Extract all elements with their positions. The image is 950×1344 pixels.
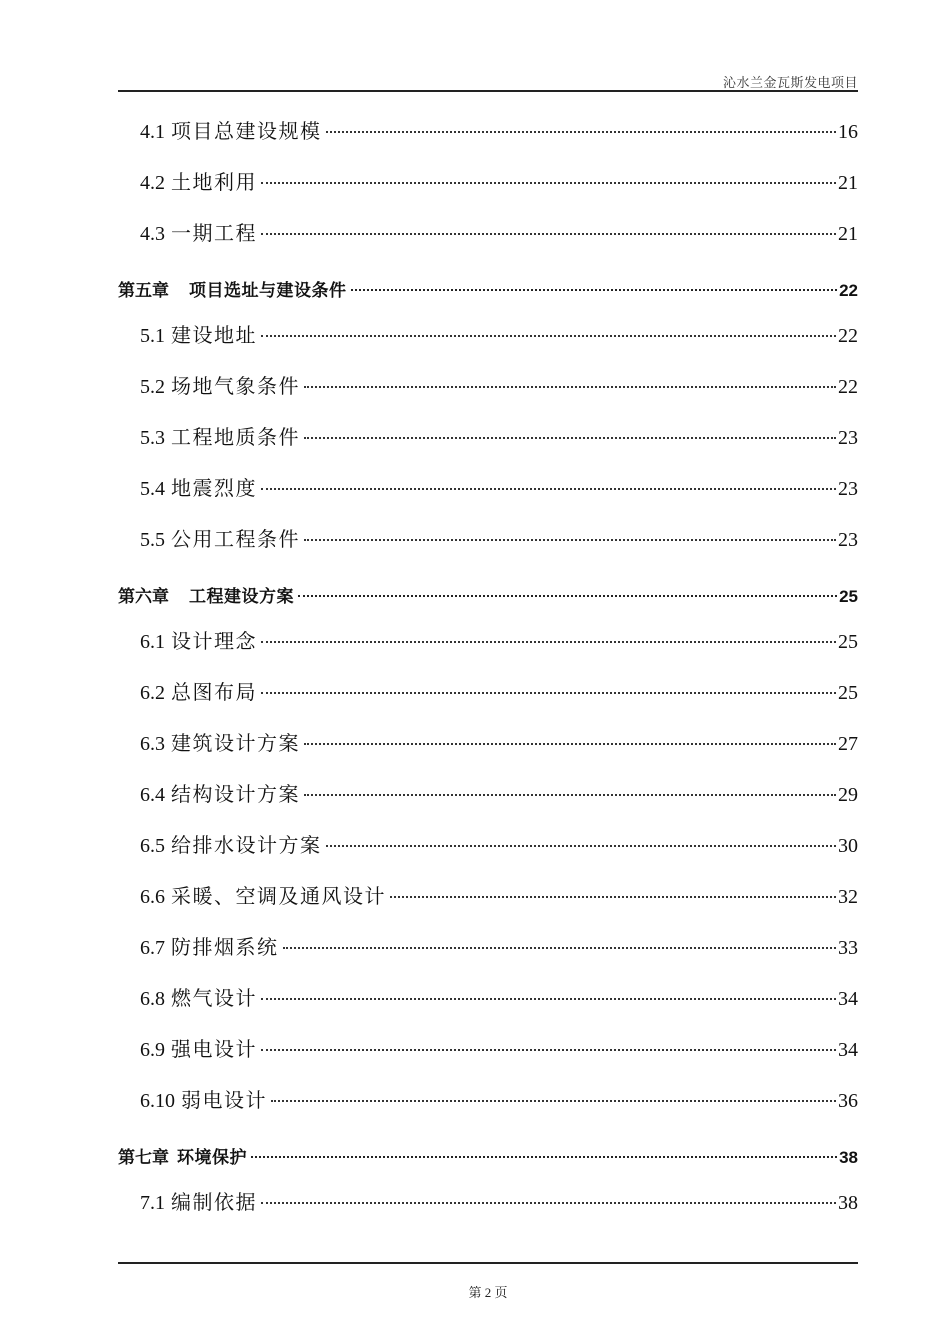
toc-dot-leader xyxy=(261,641,836,643)
page-footer xyxy=(118,1262,858,1300)
toc-entry-title: 采暖、空调及通风设计 xyxy=(171,886,386,908)
toc-chapter-entry[interactable] xyxy=(118,1132,858,1183)
toc-entry-number: 6.8 xyxy=(140,988,165,1010)
toc-dot-leader xyxy=(261,488,836,490)
toc-entry-page: 38 xyxy=(839,1148,858,1167)
toc-entry-number: 6.5 xyxy=(140,835,165,857)
toc-section-entry[interactable] xyxy=(118,112,858,163)
toc-dot-leader xyxy=(298,595,837,597)
toc-entry-number: 5.3 xyxy=(140,427,165,449)
toc-dot-leader xyxy=(271,1100,836,1102)
toc-entry-title: 场地气象条件 xyxy=(171,376,300,398)
toc-dot-leader xyxy=(261,1049,836,1051)
toc-entry-page: 22 xyxy=(839,281,858,300)
toc-entry-page: 21 xyxy=(838,223,858,245)
toc-entry-page: 23 xyxy=(838,478,858,500)
toc-entry-page: 23 xyxy=(838,529,858,551)
toc-entry-title: 燃气设计 xyxy=(171,988,257,1010)
toc-entry-title: 编制依据 xyxy=(171,1192,257,1214)
toc-entry-number: 6.9 xyxy=(140,1039,165,1061)
toc-entry-label xyxy=(140,775,302,815)
toc-entry-label xyxy=(140,163,259,203)
toc-entry-page: 36 xyxy=(838,1090,858,1112)
toc-dot-leader xyxy=(304,743,836,745)
toc-entry-number: 5.5 xyxy=(140,529,165,551)
toc-entry-title: 防排烟系统 xyxy=(171,937,279,959)
toc-dot-leader xyxy=(326,845,837,847)
toc-section-entry[interactable] xyxy=(118,877,858,928)
toc-entry-label xyxy=(140,1030,259,1070)
toc-entry-label xyxy=(140,214,259,254)
page-number: 第 2 页 xyxy=(468,1285,508,1300)
toc-entry-label xyxy=(140,979,259,1019)
toc-dot-leader xyxy=(304,386,836,388)
toc-section-entry[interactable] xyxy=(118,1183,858,1234)
toc-entry-page: 21 xyxy=(838,172,858,194)
toc-entry-title: 给排水设计方案 xyxy=(171,835,322,857)
toc-entry-label xyxy=(140,112,324,152)
toc-section-entry[interactable] xyxy=(118,673,858,724)
toc-dot-leader xyxy=(261,233,836,235)
toc-entry-number: 6.10 xyxy=(140,1090,175,1112)
toc-entry-number: 第六章 xyxy=(118,587,169,606)
toc-entry-label xyxy=(140,469,259,509)
toc-entry-title: 建筑设计方案 xyxy=(171,733,300,755)
toc-entry-number: 4.2 xyxy=(140,172,165,194)
toc-entry-label xyxy=(140,1183,259,1223)
toc-entry-label xyxy=(140,673,259,713)
toc-entry-page: 34 xyxy=(838,988,858,1010)
toc-dot-leader xyxy=(261,692,836,694)
toc-section-entry[interactable] xyxy=(118,622,858,673)
toc-dot-leader xyxy=(261,998,836,1000)
toc-entry-page: 34 xyxy=(838,1039,858,1061)
toc-section-entry[interactable] xyxy=(118,928,858,979)
toc-section-entry[interactable] xyxy=(118,520,858,571)
toc-entry-page: 25 xyxy=(838,682,858,704)
page-header xyxy=(118,68,858,92)
toc-entry-title: 一期工程 xyxy=(171,223,257,245)
toc-entry-page: 27 xyxy=(838,733,858,755)
toc-dot-leader xyxy=(283,947,837,949)
toc-entry-label xyxy=(140,622,259,662)
toc-entry-page: 22 xyxy=(838,325,858,347)
toc-entry-label xyxy=(140,724,302,764)
toc-entry-label xyxy=(118,265,349,316)
toc-entry-page: 30 xyxy=(838,835,858,857)
toc-entry-page: 16 xyxy=(838,121,858,143)
toc-section-entry[interactable] xyxy=(118,724,858,775)
toc-entry-title: 设计理念 xyxy=(171,631,257,653)
toc-section-entry[interactable] xyxy=(118,1081,858,1132)
toc-entry-label xyxy=(140,418,302,458)
toc-dot-leader xyxy=(304,794,836,796)
toc-entry-title: 地震烈度 xyxy=(171,478,257,500)
toc-entry-number: 6.4 xyxy=(140,784,165,806)
toc-entry-number: 7.1 xyxy=(140,1192,165,1214)
toc-section-entry[interactable] xyxy=(118,163,858,214)
toc-entry-page: 25 xyxy=(838,631,858,653)
toc-entry-page: 25 xyxy=(839,587,858,606)
toc-entry-label xyxy=(140,928,281,968)
toc-entry-number: 6.1 xyxy=(140,631,165,653)
toc-entry-number: 6.7 xyxy=(140,937,165,959)
toc-entry-number: 5.1 xyxy=(140,325,165,347)
toc-entry-label xyxy=(140,316,259,356)
toc-dot-leader xyxy=(304,539,836,541)
toc-entry-label xyxy=(118,571,296,622)
toc-entry-number: 6.6 xyxy=(140,886,165,908)
toc-entry-title: 项目选址与建设条件 xyxy=(189,281,347,300)
toc-dot-leader xyxy=(326,131,837,133)
toc-entry-page: 22 xyxy=(838,376,858,398)
toc-dot-leader xyxy=(261,335,836,337)
toc-dot-leader xyxy=(261,1202,836,1204)
toc-entry-title: 工程地质条件 xyxy=(171,427,300,449)
toc-entry-title: 建设地址 xyxy=(171,325,257,347)
toc-entry-label xyxy=(118,1132,249,1183)
toc-entry-page: 23 xyxy=(838,427,858,449)
toc-section-entry[interactable] xyxy=(118,1030,858,1081)
toc-entry-number: 6.2 xyxy=(140,682,165,704)
toc-entry-number: 4.3 xyxy=(140,223,165,245)
toc-dot-leader xyxy=(304,437,836,439)
toc-entry-page: 33 xyxy=(838,937,858,959)
toc-entry-title: 结构设计方案 xyxy=(171,784,300,806)
toc-entry-title: 环境保护 xyxy=(177,1148,247,1167)
toc-section-entry[interactable] xyxy=(118,979,858,1030)
toc-dot-leader xyxy=(390,896,836,898)
toc-entry-title: 土地利用 xyxy=(171,172,257,194)
toc-entry-number: 5.4 xyxy=(140,478,165,500)
toc-entry-title: 总图布局 xyxy=(171,682,257,704)
toc-entry-title: 工程建设方案 xyxy=(189,587,294,606)
toc-entry-title: 弱电设计 xyxy=(181,1090,267,1112)
toc-entry-label xyxy=(140,1081,269,1121)
toc-entry-label xyxy=(140,877,388,917)
toc-entry-number: 第七章 xyxy=(118,1148,169,1167)
toc-section-entry[interactable] xyxy=(118,418,858,469)
toc-entry-title: 项目总建设规模 xyxy=(171,121,322,143)
toc-entry-page: 32 xyxy=(838,886,858,908)
toc-entry-title: 公用工程条件 xyxy=(171,529,300,551)
toc-section-entry[interactable] xyxy=(118,775,858,826)
toc-dot-leader xyxy=(251,1156,837,1158)
toc-chapter-entry[interactable] xyxy=(118,265,858,316)
toc-chapter-entry[interactable] xyxy=(118,571,858,622)
toc-entry-label xyxy=(140,367,302,407)
toc-entry-title: 强电设计 xyxy=(171,1039,257,1061)
toc-section-entry[interactable] xyxy=(118,367,858,418)
document-title: 沁水兰金瓦斯发电项目 xyxy=(722,76,858,91)
toc-dot-leader xyxy=(351,289,838,291)
toc-entry-label xyxy=(140,826,324,866)
toc-section-entry[interactable] xyxy=(118,826,858,877)
toc-section-entry[interactable] xyxy=(118,316,858,367)
toc-entry-number: 4.1 xyxy=(140,121,165,143)
toc-entry-label xyxy=(140,520,302,560)
toc-entry-number: 6.3 xyxy=(140,733,165,755)
toc-section-entry[interactable] xyxy=(118,214,858,265)
table-of-contents xyxy=(118,112,858,1234)
toc-entry-number: 第五章 xyxy=(118,281,169,300)
toc-section-entry[interactable] xyxy=(118,469,858,520)
toc-entry-page: 38 xyxy=(838,1192,858,1214)
toc-entry-number: 5.2 xyxy=(140,376,165,398)
toc-dot-leader xyxy=(261,182,836,184)
toc-entry-page: 29 xyxy=(838,784,858,806)
